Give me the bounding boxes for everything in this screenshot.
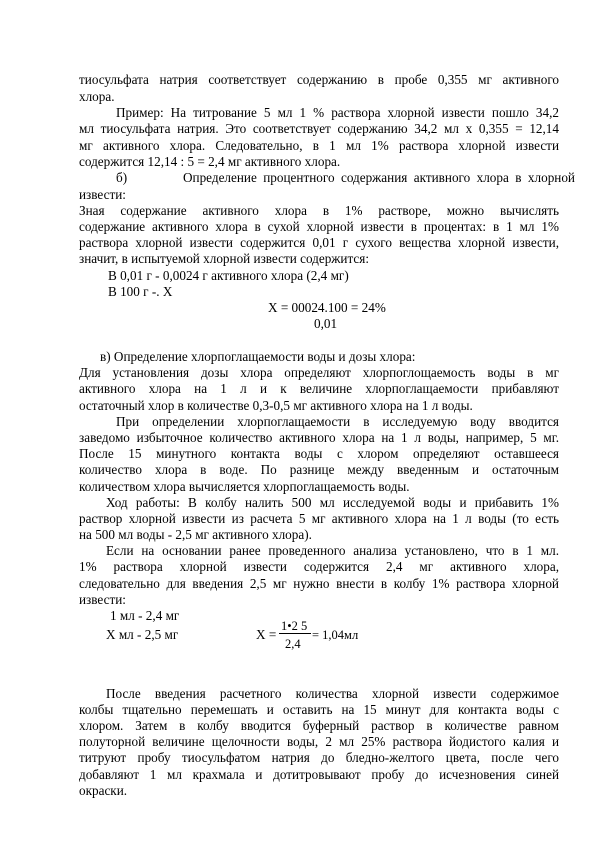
text-line: мг активного хлора. Следовательно, в 1 мл 1% раствора хлорной извести	[79, 138, 559, 153]
text-line: Если на основании ранее проведенного анализа установлено, что в 1 мл.	[106, 543, 559, 558]
text-line: содержится 12,14 : 5 = 2,4 мг активного хлора.	[79, 154, 341, 169]
text-line: При определении хлорпоглащаемости в исследуемую воду вводится	[116, 414, 559, 429]
fraction-bar	[279, 633, 311, 634]
text-line: мл тиосульфата натрия. Это соответствует содержанию 34,2 мл х 0,355 = 12,14	[79, 121, 559, 136]
text-line: извести:	[79, 592, 126, 607]
text-line: полуторной величине щелочности воды, 2 мл 25% раствора йодистого калия и	[79, 734, 559, 749]
text-line: остаточный хлор в количестве 0,3-0,5 мг активного хлора на 1 л воды.	[79, 398, 473, 413]
text-line: Ход работы: В колбу налить 500 мл исследуемой воды и прибавить 1%	[106, 495, 559, 510]
text-line: содержание активного хлора в сухой хлорной извести в процентах: в 1 мл 1%	[79, 219, 559, 234]
text-line: После введения расчетного количества хлорной извести содержимое	[106, 686, 559, 701]
formula-lhs: Х =	[256, 627, 277, 642]
text-line: окраски.	[79, 783, 128, 798]
section-heading: Определение процентного содержания активного хлора в хлорной	[183, 170, 575, 185]
text-line: тиосульфата натрия соответствует содержанию в пробе 0,355 мг активного	[79, 72, 559, 87]
text-line: хлором. Затем в колбу вводится буферный раствор в количестве равном	[79, 718, 559, 733]
ratio-line: 1 мл - 2,4 мг	[110, 608, 180, 623]
text-line: на 500 мл воды - 2,5 мг активного хлора).	[79, 527, 312, 542]
text-line: хлора.	[79, 89, 115, 104]
text-line: колбы тщательно перемешать и оставить на 15 минут для контакта воды с	[79, 702, 559, 717]
text-line: Пример: На титрование 5 мл 1 % раствора хлорной извести пошло 34,2	[116, 105, 559, 120]
text-line: После 15 минутного контакта воды с хлором определяют оставшееся	[79, 446, 559, 461]
text-line: раствора хлорной извести содержится 0,01 г сухого вещества хлорной извести,	[79, 235, 559, 250]
section-heading: в) Определение хлорпоглащаемости воды и дозы хлора:	[100, 349, 416, 364]
text-line: добавляют 1 мл крахмала и дотитровывают пробу до исчезновения синей	[79, 767, 559, 782]
formula-denominator: 2,4	[285, 637, 301, 651]
text-line: следовательно для введения 2,5 мг нужно внести в колбу 1% раствора хлорной	[79, 576, 559, 591]
text-line: количеством хлора вычисляется хлорпоглащаемость воды.	[79, 479, 410, 494]
text-line: 1% раствора хлорной извести содержится 2,4 мг активного хлора,	[79, 559, 559, 574]
formula-numerator: 1•2 5	[281, 619, 308, 633]
text-line: Зная содержание активного хлора в 1% растворе, можно вычислять	[79, 203, 559, 218]
list-marker: б)	[116, 170, 128, 185]
text-line: раствор хлорной извести из расчета 5 мг активного хлора на 1 л воды (то есть	[79, 511, 559, 526]
text-line: Для установления дозы хлора определяют хлорпоглощаемость воды в мг	[79, 365, 559, 380]
formula-result: = 1,04мл	[312, 628, 359, 642]
text-line: В 100 г -. Х	[108, 284, 173, 299]
formula-line: Х = 00024.100 = 24%	[268, 300, 386, 315]
text-line: значит, в испытуемой хлорной извести содержится:	[79, 251, 369, 266]
text-line: количество хлора в воде. По разнице между введенным и остаточным	[79, 462, 559, 477]
ratio-line: Х мл - 2,5 мг	[106, 627, 179, 642]
section-heading-cont: извести:	[79, 187, 126, 202]
text-line: активного хлора на 1 л и к величине хлорпоглащаемости прибавляют	[79, 381, 559, 396]
text-line: заведомо избыточное количество активного хлора на 1 л воды, например, 5 мг.	[79, 430, 559, 445]
formula-denominator: 0,01	[314, 316, 338, 331]
text-line: титруют пробу тиосульфатом натрия до бледно-желтого цвета, после чего	[79, 750, 559, 765]
text-line: В 0,01 г - 0,0024 г активного хлора (2,4 мг)	[108, 268, 349, 283]
